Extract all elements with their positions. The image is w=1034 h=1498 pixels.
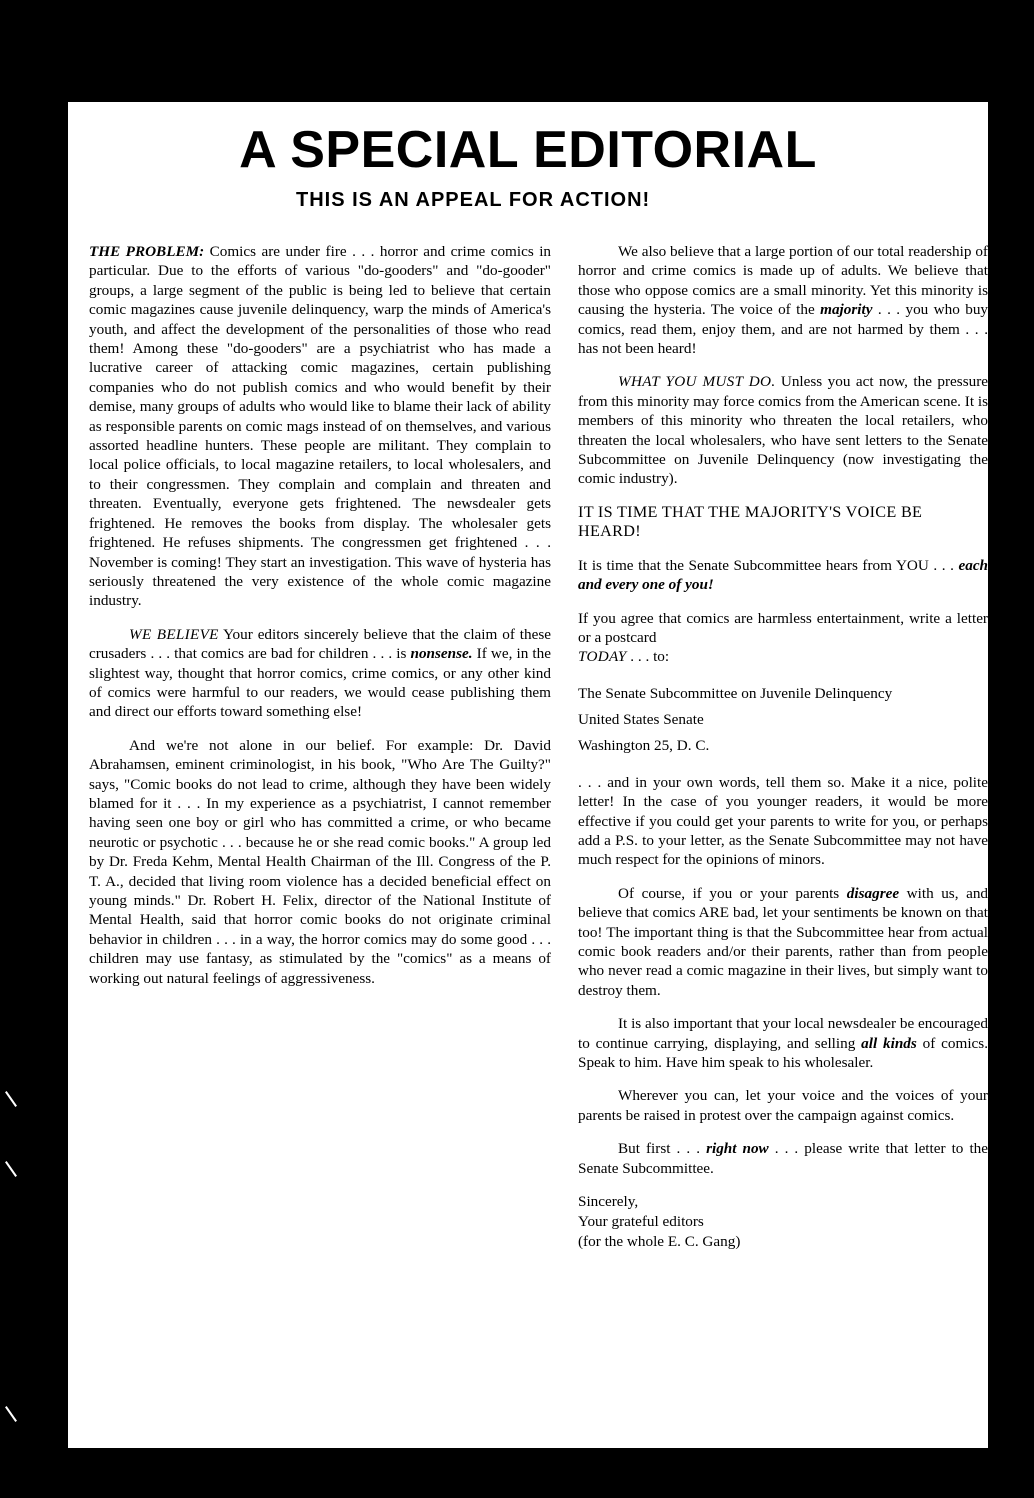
stray-scan-mark: [5, 1091, 17, 1107]
today-lead: TODAY: [578, 648, 627, 666]
but-first-body-1: But first . . .: [618, 1140, 700, 1158]
newsdealer-emphasis: all kinds: [861, 1034, 917, 1052]
address-line-2: United States Senate: [578, 710, 704, 728]
newsdealer-paragraph: [578, 1014, 988, 1072]
left-column: [89, 242, 551, 988]
readership-emphasis: majority: [820, 301, 873, 319]
readership-body-2: . . . you who buy comics, read them, enjoy them, and are not harmed by them . . . has not been heard!: [578, 301, 989, 358]
newsdealer-body-1: It is also important that your local newsdealer be encouraged to continue carrying, displaying, and selling: [578, 1015, 988, 1052]
problem-body: Comics are under fire . . . horror and crime comics in particular. Due to the efforts of various "do-gooders" and "do-gooder" groups, a large segment of the public is being led to believe that certain comic magazines cause juvenile delinquency, warp the minds of America's youth, and affect the development of the personalities of those who read them! Among these "do-gooders" are a psychiatrist who has made a lucrative career of attacking comic magazines, certain publishing companies who do not publish comics and who would benefit by their demise, many groups of adults who would like to blame their lack of ability as responsible parents on comic mags instead of on themselves, and various assorted headline hunters. These people are militant. They complain to local police officials, to local magazine retailers, to local wholesalers, and to their congressmen. They complain and complain and threaten and threaten. Eventually, everyone gets frightened. The newsdealer gets frightened. He removes the books from display. The wholesaler gets frightened. He refuses shipments. The congressmen get frightened . . . November is coming! They start an investigation. This wave of hysteria has seriously threatened the very existence of the whole comic magazine industry.: [89, 243, 552, 610]
not-alone-paragraph: And we're not alone in our belief. For example: Dr. David Abrahamsen, eminent criminologist, in his book, "Who Are The Guilty?" says, "Comic books do not lead to crime, although they have been widely blamed for it . . . In my experience as a psychiatrist, I cannot remember having seen one boy or girl who has committed a crime, or who became neurotic or psychotic . . . because he or she read comic books." A group led by Dr. Freda Kehm, Mental Health Chairman of the Ill. Congress of the P. T. A., decided that living room violence has a decided beneficial effect on young minds." Dr. Robert H. Felix, director of the National Institute of Mental Health, said that horror comic books do not originate criminal behavior in children . . . in a way, the horror comics may do some good . . . children may use fantasy, as stimulated by the "comics" as a means of working out natural feelings of aggressiveness.: [89, 736, 551, 987]
of-course-body-2: with us, and believe that comics ARE bad, let your sentiments be known on that too! The important thing is that the Subcommittee hear from actual comic book readers and/or their parents, rather than from people who never read a comic magazine in their lives, but simply want to destroy them.: [578, 884, 989, 999]
time-emphasis: each and every one of you!: [578, 556, 989, 594]
newsdealer-body-2: of comics. Speak to him. Have him speak to his wholesaler.: [578, 1034, 988, 1071]
must-do-paragraph: [578, 372, 988, 488]
time-body: It is time that the Senate Subcommittee hears from YOU . . .: [578, 556, 954, 574]
stray-scan-mark: [5, 1161, 17, 1177]
signoff: [578, 1192, 988, 1252]
believe-paragraph: [89, 625, 551, 722]
of-course-paragraph: [578, 884, 988, 1000]
of-course-emphasis: disagree: [846, 884, 900, 902]
address-line-1: The Senate Subcommittee on Juvenile Delinquency: [578, 684, 893, 702]
problem-paragraph: [89, 242, 551, 611]
of-course-body-1: Of course, if you or your parents: [618, 884, 840, 902]
but-first-emphasis: right now: [706, 1140, 769, 1158]
senate-address: [578, 681, 988, 759]
majority-callout: IT IS TIME THAT THE MAJORITY'S VOICE BE HEARD!: [578, 502, 923, 541]
right-column: [578, 242, 988, 1252]
believe-emphasis: nonsense.: [410, 645, 473, 663]
but-first-paragraph: [578, 1139, 988, 1178]
believe-body-1: Your editors sincerely believe that the claim of these crusaders . . . that comics are bad for children . . . is: [89, 625, 551, 663]
page-subtitle: THIS IS AN APPEAL FOR ACTION!: [296, 189, 651, 211]
signoff-line-2: Your grateful editors: [578, 1213, 704, 1231]
problem-lead: THE PROBLEM:: [89, 243, 205, 260]
readership-body-1: We also believe that a large portion of our total readership of horror and crime comics is made up of adults. We believe that those who oppose comics are a small minority. Yet this minority is causing the hysteria. The voice of the: [578, 243, 988, 319]
agree-paragraph: [578, 609, 988, 667]
page-title: A SPECIAL EDITORIAL: [239, 121, 817, 179]
own-words-paragraph: . . . and in your own words, tell them so. Make it a nice, polite letter! In the case of you younger readers, it would be more effective if you could get your parents to write for you, or perhaps add a P.S. to your letter, as the Senate Subcommittee may not have much respect for the opinions of minors.: [578, 773, 988, 869]
time-paragraph: [578, 556, 988, 595]
to-text: . . . to:: [630, 648, 670, 666]
must-do-body: Unless you act now, the pressure from this minority may force comics from the American scene. It is members of this minority who threaten the local retailers, who threaten the local wholesalers, who have sent letters to the Senate Subcommittee on Juvenile Delinquency (now investigating the comic industry).: [578, 373, 988, 488]
wherever-paragraph: Wherever you can, let your voice and the voices of your parents be raised in protest over the campaign against comics.: [578, 1087, 988, 1124]
signoff-line-3: (for the whole E. C. Gang): [578, 1233, 741, 1251]
stray-scan-mark: [5, 1406, 17, 1422]
address-line-3: Washington 25, D. C.: [578, 736, 710, 754]
believe-body-2: If we, in the slightest way, thought that horror comics, crime comics, or any other kind of comics were harmful to our readers, we would cease publishing them and direct our efforts toward something else!: [89, 645, 551, 721]
believe-lead: WE BELIEVE: [129, 625, 219, 643]
agree-body: If you agree that comics are harmless entertainment, write a letter or a postcard: [578, 609, 988, 646]
signoff-line-1: Sincerely,: [578, 1193, 639, 1211]
must-do-lead: WHAT YOU MUST DO.: [618, 373, 776, 391]
editorial-page: [68, 102, 988, 1448]
readership-paragraph: [578, 242, 988, 358]
but-first-body-2: . . . please write that letter to the Senate Subcommittee.: [578, 1140, 989, 1177]
